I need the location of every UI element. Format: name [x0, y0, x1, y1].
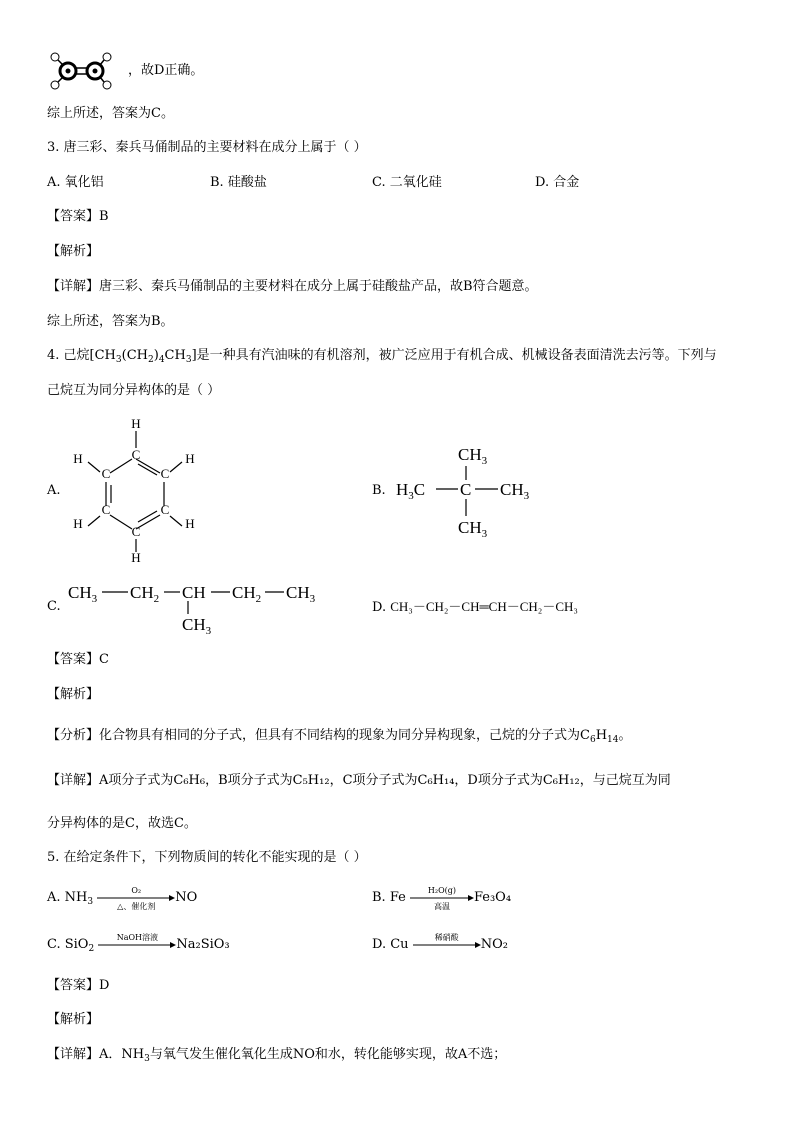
svg-text:CH2: $CH_2$ [130, 583, 160, 605]
svg-text:CH3: $CH_3$ [458, 445, 488, 467]
q4-detail-line1: 【详解】A项分子式为C₆H₆，B项分子式为C₅H₁₂，C项分子式为C₆H₁₄，D项分子式为C₆H₁₂，与己烷互为同 [47, 773, 671, 788]
q5-option-c: C. SiO$_2$ NaOH溶液 Na₂SiO₃ [47, 932, 230, 954]
top-conclusion-d: ，故D正确。 [128, 63, 204, 78]
q3-summary: 综上所述，答案为B。 [47, 314, 174, 329]
q4-option-d: D. CH₃－CH₂－CH═CH－CH₂－CH₃ [372, 599, 578, 615]
benzene-c-lower-left: C [101, 502, 111, 517]
q4-stem-line2: 己烷互为同分异构体的是（ ） [47, 383, 221, 398]
q4-fenxi: 【分析】化合物具有相同的分子式，但具有不同结构的现象为同分异构现象，己烷的分子式为$C_6H_{14}$。 [47, 728, 632, 745]
neopentane-structure [392, 438, 542, 544]
q4-answer: 【答案】C [47, 652, 109, 667]
benzene-h-lower-left: H [73, 516, 83, 531]
benzene-c-top: C [131, 447, 141, 462]
q5-option-d: D. Cu 稀硝酸 NO₂ [372, 932, 508, 952]
q5-analysis-heading: 【解析】 [47, 1012, 100, 1027]
q3-option-b: B. 硅酸盐 [210, 175, 267, 190]
q4-stem-line1: 4. 己烷$[CH_3(CH_2)_4CH_3]$是一种具有汽油味的有机溶剂，被广泛应用于有机合成、机械设备表面清洗去污等。下列与 [47, 348, 717, 365]
benzene-structure [66, 415, 206, 565]
reaction-arrow-a: O₂ △、催化剂 [97, 893, 175, 903]
benzene-c-upper-right: C [160, 466, 170, 481]
svg-text:CH3: $CH_3$ [68, 583, 98, 605]
q4-analysis-heading: 【解析】 [47, 687, 100, 702]
q4-detail-line2: 分异构体的是C，故选C。 [47, 816, 197, 831]
q3-option-c: C. 二氧化硅 [372, 175, 442, 190]
svg-text:CH3: $CH_3$ [500, 480, 530, 502]
svg-text:CH3: $CH_3$ [286, 583, 316, 605]
svg-text:CH3: $CH_3$ [458, 518, 488, 540]
benzene-c-upper-left: C [101, 466, 111, 481]
reaction-arrow-c: NaOH溶液 [98, 940, 176, 950]
q5-stem: 5. 在给定条件下，下列物质间的转化不能实现的是（ ） [47, 850, 367, 865]
q3-stem: 3. 唐三彩、秦兵马俑制品的主要材料在成分上属于（ ） [47, 140, 367, 155]
reaction-arrow-d: 稀硝酸 [413, 940, 481, 950]
q4-option-b-label: B. [372, 483, 386, 498]
q5-answer: 【答案】D [47, 978, 110, 993]
reaction-arrow-b: H₂O(g) 高温 [410, 893, 474, 903]
q3-answer: 【答案】B [47, 209, 109, 224]
benzene-h-upper-right: H [185, 451, 195, 466]
benzene-h-lower-right: H [185, 516, 195, 531]
benzene-h-upper-left: H [73, 451, 83, 466]
svg-text:H3C: $H_3C$ [396, 480, 426, 502]
molecule-model-icon [46, 50, 116, 92]
q3-option-a: A. 氧化铝 [47, 175, 104, 190]
benzene-c-lower-right: C [160, 502, 170, 517]
svg-text:C: C [460, 480, 472, 499]
q5-option-a: A. $NH_3$ O₂ △、催化剂 NO [47, 885, 198, 911]
q4-option-a-label: A. [47, 483, 61, 498]
q3-option-d: D. 合金 [535, 175, 580, 190]
benzene-h-top: H [131, 416, 141, 431]
q5-detail: 【详解】A．$NH_3$与氧气发生催化氧化生成NO和水，转化能够实现，故A不选； [47, 1047, 507, 1064]
q4-option-c-label: C. [47, 599, 61, 614]
svg-text:CH: CH [182, 583, 206, 602]
svg-text:CH3: $CH_3$ [182, 615, 212, 636]
q3-detail: 【详解】唐三彩、秦兵马俑制品的主要材料在成分上属于硅酸盐产品，故B符合题意。 [47, 279, 538, 294]
summary-answer-c: 综上所述，答案为C。 [47, 106, 174, 121]
svg-text:CH2: $CH_2$ [232, 583, 262, 605]
q3-analysis-heading: 【解析】 [47, 244, 100, 259]
benzene-h-bottom: H [131, 550, 141, 565]
benzene-c-bottom: C [131, 524, 141, 539]
q5-option-b: B. Fe H₂O(g) 高温 Fe₃O₄ [372, 885, 512, 911]
methylpentane-structure [66, 576, 326, 636]
